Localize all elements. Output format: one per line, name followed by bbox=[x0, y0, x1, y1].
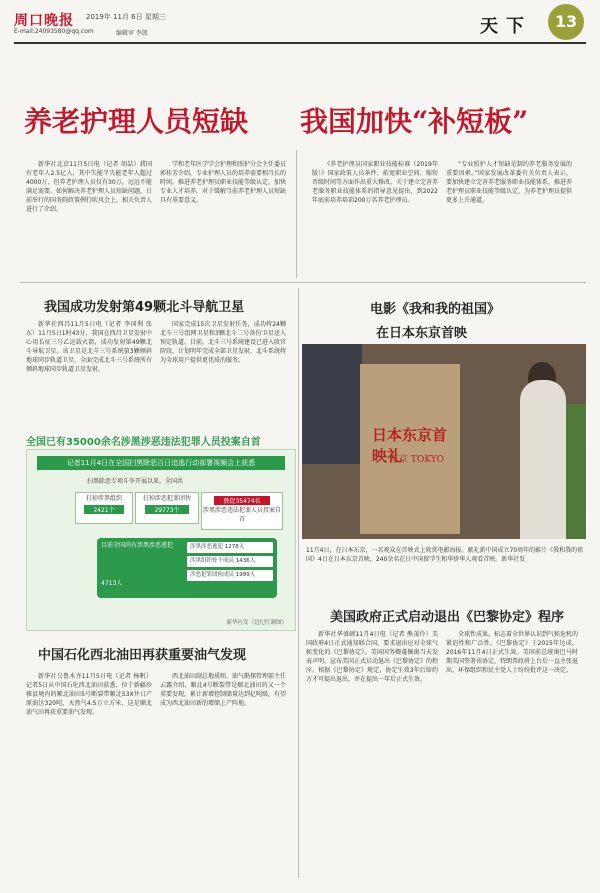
article-text: 新华社华盛顿11月4日电（记者 熊茂伶）美国政府4日正式通知联合国，要求退出应对全球气候变化的《巴黎协定》。美国国务卿蓬佩奥当天发表声明，宣布美国正式启动退出《巴黎协定》的程序。根据《巴黎协定》规定，协定生效3年后缔约方才可提出退出，并在提出一年后正式生效。 bbox=[306, 631, 438, 683]
article-text: 学和老年医学学会护理和照护分会主任委员郭桂芳介绍，专业护理人员的培养需要相当长的时间，推进养老护理员职业技能等级认定，加快专业人才培养，对于缓解当前养老护理人员短缺具有重要意义。 bbox=[160, 161, 286, 204]
stat-label: 涉黑涉恶违法犯罪人员投案自首 bbox=[202, 507, 281, 523]
headline-shortfall: 我国加快“补短板” bbox=[300, 105, 529, 138]
infographic-banner: 记者11月4日在全国扫黑除恶百日追逃行动部署视频会上获悉 bbox=[37, 456, 285, 470]
infographic-subtitle: 扫黑除恶专项斗争开展以来，全国共 bbox=[87, 478, 184, 485]
stat-label: 打掉涉恶犯罪团伙 bbox=[142, 495, 191, 502]
fugitive-total: 4713人 bbox=[101, 580, 123, 587]
stat-value: 29773个 bbox=[145, 505, 188, 514]
newspaper-logo: 周口晚报 bbox=[14, 13, 74, 29]
article-text: 新华社乌鲁木齐11月5日电（记者 杨帆）记者5日从中国石化西北油田获悉，位于新疆沙雅县境内的顺北油田5号断裂带顺北53X井日产原油达320吨，天然气4.5万立方米，这是顺北油气田再获重要油气发现。 bbox=[26, 673, 152, 716]
fugitive-label: 目前全国尚有涉黑涉恶逃犯 bbox=[101, 542, 174, 549]
fugitive-row: 涉黑组织骨干成员 1436人 bbox=[187, 556, 273, 567]
background-screen bbox=[302, 344, 362, 464]
editor-credit: 编辑审 李凯 bbox=[116, 30, 148, 37]
section-title: 天下 bbox=[480, 16, 532, 37]
beidou-col2 bbox=[160, 320, 286, 420]
contact-email: E-mail:24093580@qq.com bbox=[14, 28, 94, 35]
article-text: 新华社北京11月5日电（记者 胡喆）我国有老年人2.5亿人，其中失能半失能老年人超过4000万，但养老护理人员仅有30万，远远不能满足需要。如何解决养老护理人员短缺问题，日前举行的国务院政策例行吹风会上，相关负责人进行了介绍。 bbox=[26, 161, 152, 213]
poster-subtitle: 东京 TOKYO bbox=[390, 455, 445, 465]
film-photo-caption: 11月4日，在日本东京，一名观众在首映式上欣赏电影海报。献礼新中国成立70周年的影片《我和我的祖国》4日在日本东京首映，240余名在日中国留学生和华侨华人观看首映。新华社发 bbox=[306, 547, 584, 563]
article-text: 西北油田副总地质师、油气勘探管理部主任云露介绍，顺北4号断裂带是顺北油田的又一个重要发现，累计新增控制储量达到亿吨级，有望成为西北油田新的增储上产阵地。 bbox=[160, 673, 286, 707]
divider bbox=[298, 288, 299, 878]
paris-title: 美国政府正式启动退出《巴黎协定》程序 bbox=[330, 610, 565, 625]
film-poster bbox=[360, 364, 460, 534]
beidou-title: 我国成功发射第49颗北斗导航卫星 bbox=[44, 300, 245, 315]
paris-col2 bbox=[446, 630, 578, 870]
article-text: 《养老护理员国家职业技能标准（2019年版）》国家政策人员条件、拓宽职业空间、缩短晋级时间等方面作出重大修改。关于建立完善养老服务职业技能体系的指导意见提出，到2022年底前培养培训200万名养老护理员。 bbox=[312, 161, 438, 204]
article-text: 国家完成15次卫星发射任务，成功将24颗北斗三号组网卫星和3颗北斗二号备份卫星送入预定轨道。目前，北斗三号系统建设已进入收官阶段，计划明年完成全部卫星发射，北斗系统将为全球用户提供更优质的服务。 bbox=[160, 321, 286, 364]
issue-date: 2019年 11月 6日 星期三 bbox=[86, 13, 166, 21]
elderly-article-col3 bbox=[312, 160, 438, 270]
elderly-article-col1 bbox=[26, 160, 152, 270]
stat-gangs-box bbox=[75, 492, 133, 524]
stat-surrender-box bbox=[201, 492, 283, 530]
fugitive-row: 涉黑涉恶逃犯 1278人 bbox=[187, 542, 273, 553]
film-title-line1: 电影《我和我的祖国》 bbox=[369, 302, 500, 317]
plant bbox=[566, 404, 586, 539]
masthead bbox=[0, 0, 600, 64]
stat-label: 打掉涉黑组织 bbox=[85, 495, 122, 502]
fugitive-row: 涉恶犯罪团伙成员 1999人 bbox=[187, 570, 273, 581]
stat-value: 敦促35474名 bbox=[214, 496, 270, 505]
stat-value: 2421个 bbox=[84, 505, 123, 514]
poster-title: 日本东京首映礼 bbox=[372, 426, 448, 465]
divider bbox=[20, 282, 586, 283]
fugitive-stats-group bbox=[97, 538, 277, 598]
film-title-line2: 在日本东京首映 bbox=[376, 326, 468, 341]
elderly-article-col4 bbox=[446, 160, 572, 270]
infographic-credit: 新华社发（边纪红制图） bbox=[226, 620, 287, 626]
paris-col1 bbox=[306, 630, 438, 870]
stat-groups-box bbox=[135, 492, 199, 524]
film-premiere-photo bbox=[302, 344, 586, 539]
article-text: 新华社西昌11月5日电（记者 李国利 张东）11月5日1时43分，我国在西昌卫星发射中心用长征三号乙运载火箭，成功发射第49颗北斗导航卫星。该卫星是北斗三号系统第3颗倾斜地球同步轨道卫星，全面完成北斗三号系统所有倾斜地球同步轨道卫星发射。 bbox=[26, 321, 152, 373]
article-text: 全球性成果，标志着全世界认识到气候危机的紧迫性和广泛性。《巴黎协定》于2015年达成，2016年11月4日正式生效。美国前总统奥巴马时期美国签署该协定，特朗普政府上台后一直主张退出。环保组织和民主党人士纷纷批评这一决定。 bbox=[446, 631, 578, 674]
article-text: “专业照护人才短缺是制约养老服务发展的重要因素。”国家发展改革委有关负责人表示，要加快建立完善养老服务职业技能体系，推进养老护理员职业技能等级认定，为养老护理员提供更多上升通道。 bbox=[446, 161, 572, 204]
crime-infographic bbox=[26, 449, 296, 631]
elderly-article-col2 bbox=[160, 160, 286, 270]
page-number-badge: 13 bbox=[548, 4, 584, 40]
person-figure bbox=[520, 380, 566, 539]
masthead-rule bbox=[14, 42, 586, 44]
headline-elderly-care: 养老护理人员短缺 bbox=[24, 105, 249, 138]
oil-col2 bbox=[160, 672, 286, 870]
infographic-title: 全国已有35000余名涉黑涉恶违法犯罪人员投案自首 bbox=[26, 437, 261, 448]
divider bbox=[296, 150, 297, 278]
oil-title: 中国石化西北油田再获重要油气发现 bbox=[38, 648, 247, 663]
oil-col1 bbox=[26, 672, 152, 870]
beidou-col1 bbox=[26, 320, 152, 420]
